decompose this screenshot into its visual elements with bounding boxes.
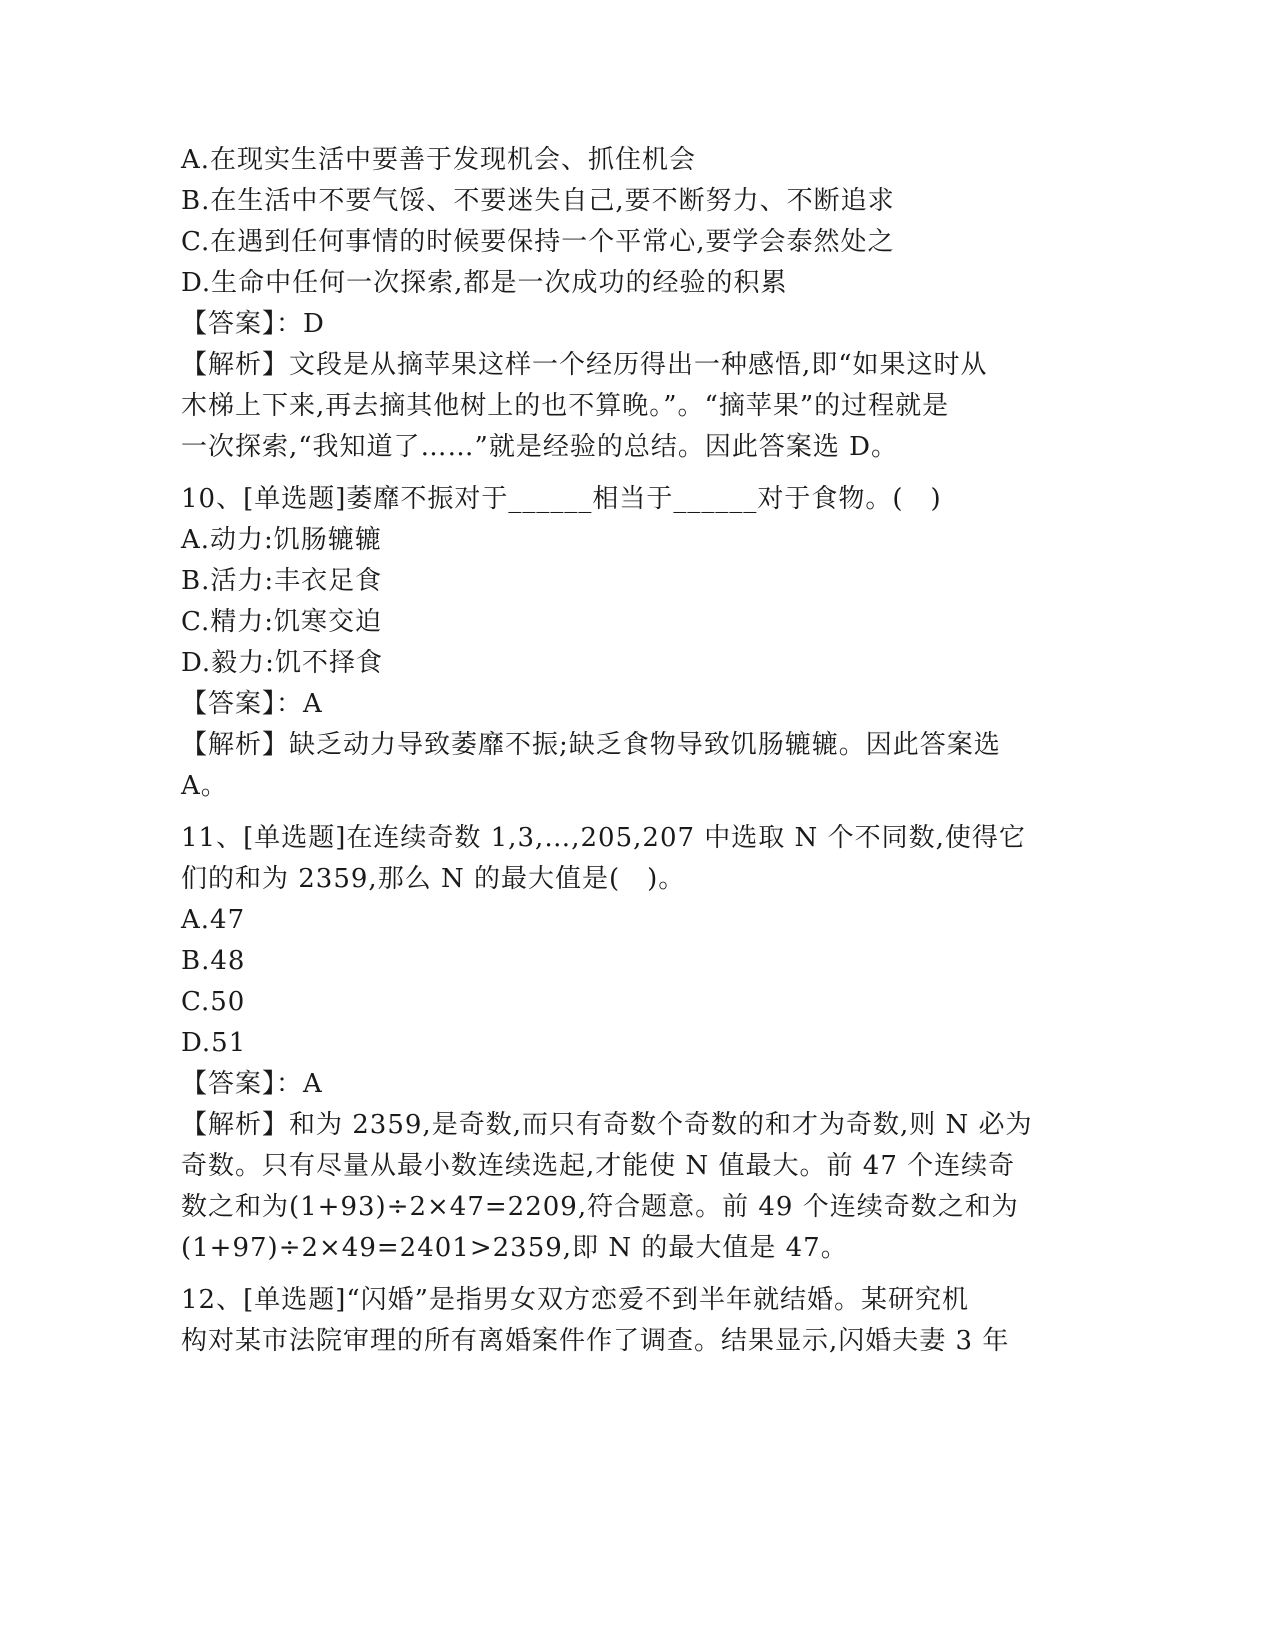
analysis-line: 一次探索,“我知道了……”就是经验的总结。因此答案选 D。	[181, 432, 898, 462]
question-stem: 构对某市法院审理的所有离婚案件作了调查。结果显示,闪婚夫妻 3 年	[181, 1326, 1010, 1356]
option-b: B.在生活中不要气馁、不要迷失自己,要不断努力、不断追求	[181, 186, 895, 216]
option-b: B.活力:丰衣足食	[181, 566, 383, 596]
question-stem: 11、[单选题]在连续奇数 1,3,…,205,207 中选取 N 个不同数,使得它	[181, 823, 1026, 853]
option-d: D.生命中任何一次探索,都是一次成功的经验的积累	[181, 268, 788, 298]
question-9-options	[181, 140, 1081, 304]
question-10	[181, 479, 1081, 807]
analysis-line: 【解析】和为 2359,是奇数,而只有奇数个奇数的和才为奇数,则 N 必为	[181, 1110, 1033, 1140]
analysis-line: 【解析】文段是从摘苹果这样一个经历得出一种感悟,即“如果这时从	[181, 350, 988, 380]
option-a: A.在现实生活中要善于发现机会、抓住机会	[181, 145, 697, 175]
analysis-line: 木梯上下来,再去摘其他树上的也不算晚。”。“摘苹果”的过程就是	[181, 391, 950, 421]
option-c: C.50	[181, 987, 246, 1017]
question-12	[181, 1280, 1081, 1362]
document-body	[181, 140, 1081, 1362]
question-stem: 12、[单选题]“闪婚”是指男女双方恋爱不到半年就结婚。某研究机	[181, 1285, 969, 1315]
analysis-line: (1+97)÷2×49=2401>2359,即 N 的最大值是 47。	[181, 1233, 848, 1263]
option-c: C.精力:饥寒交迫	[181, 607, 382, 637]
option-d: D.毅力:饥不择食	[181, 648, 383, 678]
question-stem: 们的和为 2359,那么 N 的最大值是( )。	[181, 864, 686, 894]
option-b: B.48	[181, 946, 246, 976]
question-stem: 10、[单选题]萎靡不振对于______相当于______对于食物。( )	[181, 484, 942, 514]
option-a: A.动力:饥肠辘辘	[181, 525, 382, 555]
question-11	[181, 818, 1081, 1269]
answer: 【答案】：A	[181, 689, 323, 719]
answer: 【答案】：D	[181, 309, 325, 339]
analysis-line: A。	[181, 771, 228, 801]
analysis	[181, 345, 1081, 468]
analysis-line: 奇数。只有尽量从最小数连续选起,才能使 N 值最大。前 47 个连续奇	[181, 1151, 1016, 1181]
analysis-line: 数之和为(1+93)÷2×47=2209,符合题意。前 49 个连续奇数之和为	[181, 1192, 1019, 1222]
option-d: D.51	[181, 1028, 247, 1058]
option-c: C.在遇到任何事情的时候要保持一个平常心,要学会泰然处之	[181, 227, 895, 257]
option-a: A.47	[181, 905, 246, 935]
analysis-line: 【解析】缺乏动力导致萎靡不振;缺乏食物导致饥肠辘辘。因此答案选	[181, 730, 1001, 760]
answer: 【答案】：A	[181, 1069, 323, 1099]
